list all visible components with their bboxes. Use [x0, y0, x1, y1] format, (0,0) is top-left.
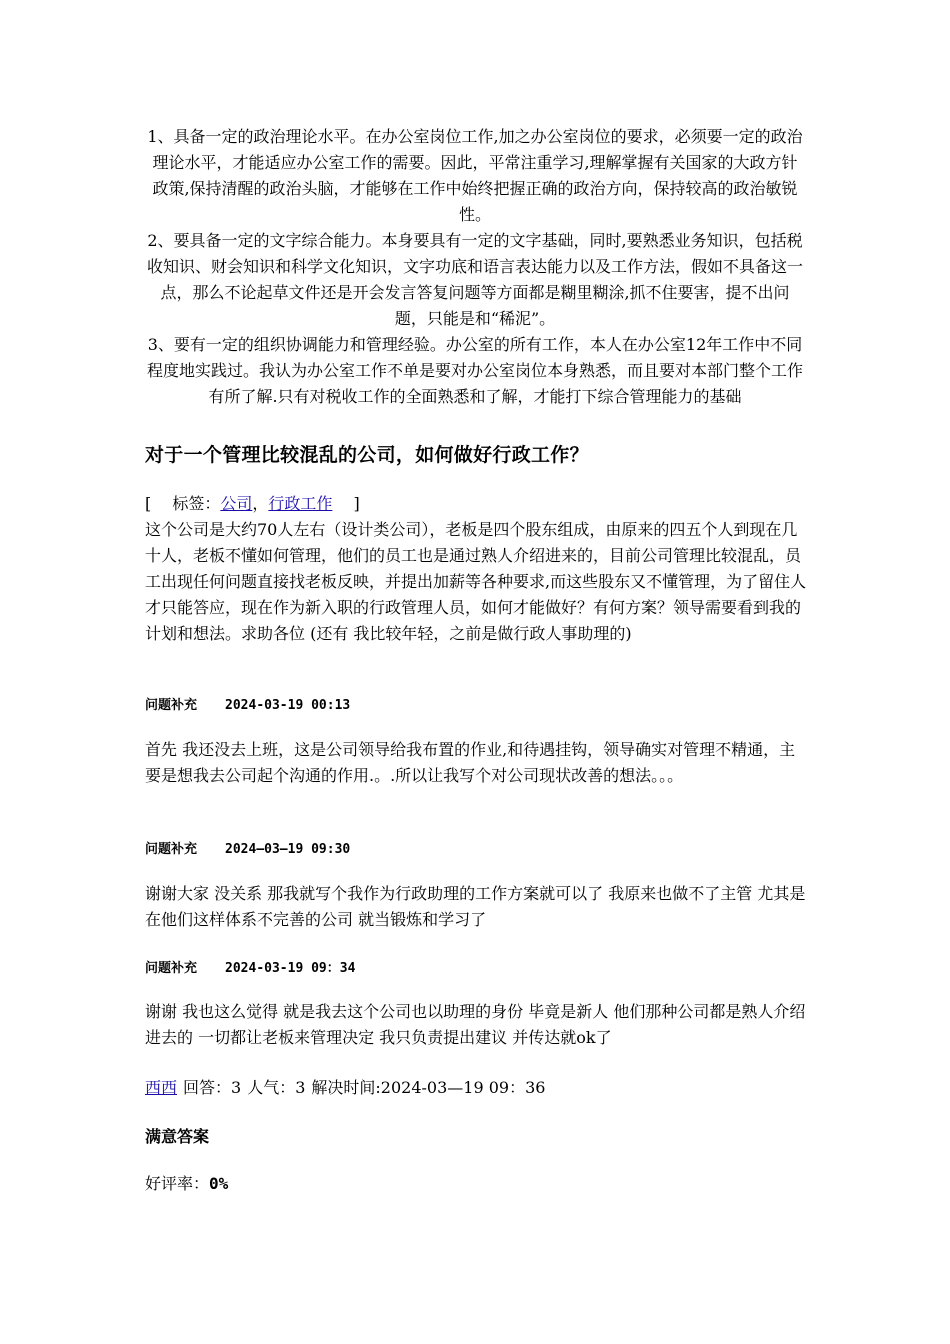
supplement-header-3	[145, 957, 355, 976]
supplement-time: 2024-03-19 00:13	[225, 698, 351, 713]
intro-paragraph-2: 2、要具备一定的文字综合能力。本身要具有一定的文字基础，同时,要熟悉业务知识，包括税收知识、财会知识和科学文化知识，文字功底和语言表达能力以及工作方法，假如不具备这一点，那么不论起草文件还是开会发言答复问题等方面都是糊里糊涂,抓不住要害，提不出问题，只能是和“稀泥”。	[146, 231, 803, 328]
tag-bar	[145, 491, 360, 517]
tag-link-company[interactable]: 公司	[220, 494, 253, 513]
tag-link-admin-work[interactable]: 行政工作	[268, 494, 333, 513]
rating-value: 0%	[209, 1174, 229, 1193]
supplement-label: 问题补充	[145, 961, 198, 976]
supplement-text-3: 谢谢 我也这么觉得 就是我去这个公司也以助理的身份 毕竟是新人 他们那种公司都是熟人介绍进去的 一切都让老板来管理决定 我只负责提出建议 并传达就ok了	[145, 1002, 806, 1047]
tags-open: [ 标签：	[145, 494, 221, 513]
answer-count: 回答：3	[183, 1078, 242, 1097]
intro-paragraph-3: 3、要有一定的组织协调能力和管理经验。办公室的所有工作，本人在办公室12年工作中不同程度地实践过。我认为办公室工作不单是要对办公室岗位本身熟悉，而且要对本部门整个工作有所了解.只有对税收工作的全面熟悉和了解，才能打下综合管理能力的基础	[146, 335, 803, 406]
supplement-time: 2024—03—19 09:30	[225, 842, 351, 857]
intro-section	[145, 124, 805, 410]
rating	[145, 1171, 228, 1194]
intro-paragraph-1: 1、具备一定的政治理论水平。在办公室岗位工作,加之办公室岗位的要求，必须要一定的政治理论水平，才能适应办公室工作的需要。因此，平常注重学习,理解掌握有关国家的大政方针政策,保持清醒的政治头脑，才能够在工作中始终把握正确的政治方向，保持较高的政治敏锐性。	[147, 127, 803, 224]
satisfied-answer-heading: 满意答案	[145, 1127, 210, 1146]
question-body: 这个公司是大约70人左右（设计类公司），老板是四个股东组成，由原来的四五个人到现在几十人，老板不懂如何管理，他们的员工也是通过熟人介绍进来的，目前公司管理比较混乱，员工出现任何问题直接找老板反映，并提出加薪等各种要求,而这些股东又不懂管理，为了留住人才只能答应，现在作为新入职的行政管理人员，如何才能做好？有何方案？领导需要看到我的计划和想法。求助各位 (还有 我比较年轻，之前是做行政人事助理的)	[145, 520, 807, 643]
supplement-text-1: 首先 我还没去上班，这是公司领导给我布置的作业,和待遇挂钩，领导确实对管理不精通，主要是想我去公司起个沟通的作用.。.所以让我写个对公司现状改善的想法。。。	[145, 740, 796, 785]
rating-label: 好评率：	[145, 1174, 210, 1193]
tag-separator: ，	[252, 494, 269, 513]
supplement-header-1	[145, 694, 350, 713]
supplement-label: 问题补充	[145, 698, 198, 713]
supplement-text-2: 谢谢大家 没关系 那我就写个我作为行政助理的工作方案就可以了 我原来也做不了主管 尤其是在他们这样体系不完善的公司 就当锻炼和学习了	[145, 884, 806, 929]
solved-time: 解决时间:2024-03—19 09：36	[311, 1078, 546, 1097]
tags-close: ]	[332, 494, 360, 513]
supplement-time: 2024-03-19 09：34	[225, 961, 356, 976]
user-link[interactable]: 西西	[145, 1078, 178, 1097]
answer-meta	[145, 1075, 545, 1101]
popularity: 人气：3	[247, 1078, 306, 1097]
supplement-header-2	[145, 838, 350, 857]
question-title: 对于一个管理比较混乱的公司，如何做好行政工作？	[145, 444, 589, 466]
supplement-label: 问题补充	[145, 842, 198, 857]
